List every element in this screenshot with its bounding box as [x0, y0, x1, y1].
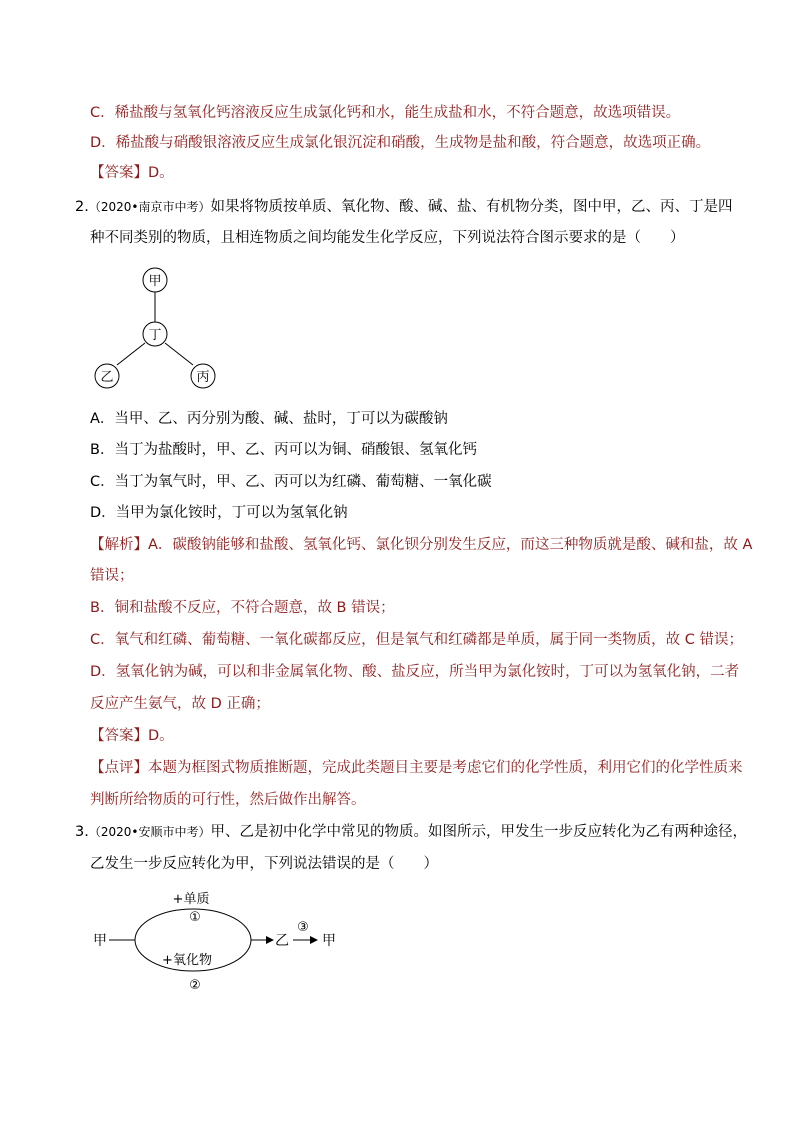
- q3-bottom-num: ②: [189, 978, 201, 993]
- q2-answer: 【答案】D。: [90, 728, 174, 744]
- q3-stem-line1: [75, 822, 747, 842]
- q2-stem1: 如果将物质按单质、氧化物、酸、碱、盐、有机物分类，图中甲，乙、丙、丁是四: [210, 199, 733, 215]
- q2-node-left-label: 乙: [100, 370, 114, 385]
- q2-node-right-label: 丙: [196, 370, 210, 385]
- q3-top-num: ①: [189, 910, 201, 925]
- q3-stem-line2: 乙发生一步反应转化为甲，下列说法错误的是（ ）: [90, 856, 438, 872]
- q3-step-num: ③: [297, 920, 309, 935]
- q2-node-center-label: 丁: [148, 328, 162, 343]
- q2-option-c: C．当丁为氧气时，甲、乙、丙可以为红磷、葡萄糖、一氧化碳: [90, 474, 492, 490]
- q2-stem-line2: 种不同类别的物质，且相连物质之间均能发生化学反应，下列说法符合图示要求的是（ ）: [90, 230, 685, 246]
- q2-option-d: D．当甲为氯化铵时，丁可以为氢氧化钠: [90, 505, 348, 521]
- prev-option-d: D．稀盐酸与硝酸银溶液反应生成氯化银沉淀和硝酸，生成物是盐和酸，符合题意，故选项正确。: [90, 135, 711, 151]
- q3-end-label: 甲: [322, 933, 336, 949]
- q2-analysis-3: B．铜和盐酸不反应，不符合题意，故 B 错误；: [90, 600, 395, 616]
- q3-source: （2020•安顺市中考）: [88, 825, 211, 839]
- q3-stem1: 甲、乙是初中化学中常见的物质。如图所示，甲发生一步反应转化为乙有两种途径，: [210, 824, 747, 840]
- q2-comment-2: 判断所给物质的可行性，然后做作出解答。: [90, 792, 366, 808]
- q2-link-right: [165, 343, 193, 365]
- q2-comment-1: 【点评】本题为框图式物质推断题，完成此类题目主要是考虑它们的化学性质，利用它们的化学性质来: [90, 760, 743, 776]
- q2-link-left: [117, 343, 145, 365]
- q3-diagram: [85, 885, 345, 995]
- q2-analysis-4: C．氧气和红磷、葡萄糖、一氧化碳都反应，但是氧气和红磷都是单质，属于同一类物质，故 C 错误；: [90, 632, 743, 648]
- q2-option-b: B．当丁为盐酸时，甲、乙、丙可以为铜、硝酸银、氢氧化钙: [90, 442, 477, 458]
- q2-analysis-5: D．氢氧化钠为碱，可以和非金属氧化物、酸、盐反应，所当甲为氯化铵时，丁可以为氢氧化钠，二者: [90, 664, 740, 680]
- q2-source: （2020•南京市中考）: [88, 200, 211, 214]
- q3-bottom-label: +氧化物: [162, 953, 212, 968]
- q2-analysis-2: 错误；: [90, 568, 134, 584]
- q2-stem-line1: [75, 197, 732, 217]
- q2-number: 2.: [75, 199, 89, 215]
- prev-option-c: C．稀盐酸与氢氧化钙溶液反应生成氯化钙和水，能生成盐和水，不符合题意，故选项错误。: [90, 105, 681, 121]
- q3-start-label: 甲: [93, 933, 107, 949]
- q3-number: 3.: [75, 824, 89, 840]
- q2-node-top-label: 甲: [148, 274, 162, 289]
- prev-answer: 【答案】D。: [90, 165, 174, 181]
- q2-analysis-6: 反应产生氨气，故 D 正确；: [90, 696, 270, 712]
- q2-option-a: A．当甲、乙、丙分别为酸、碱、盐时，丁可以为碳酸钠: [90, 411, 448, 427]
- q3-top-label: +单质: [172, 892, 210, 907]
- q2-analysis-1: 【解析】A．碳酸钠能够和盐酸、氢氧化钙、氯化钡分别发生反应，而这三种物质就是酸、碱和盐，故 A: [90, 537, 753, 553]
- q2-diagram: [85, 262, 225, 392]
- q3-mid-label: 乙: [275, 933, 289, 949]
